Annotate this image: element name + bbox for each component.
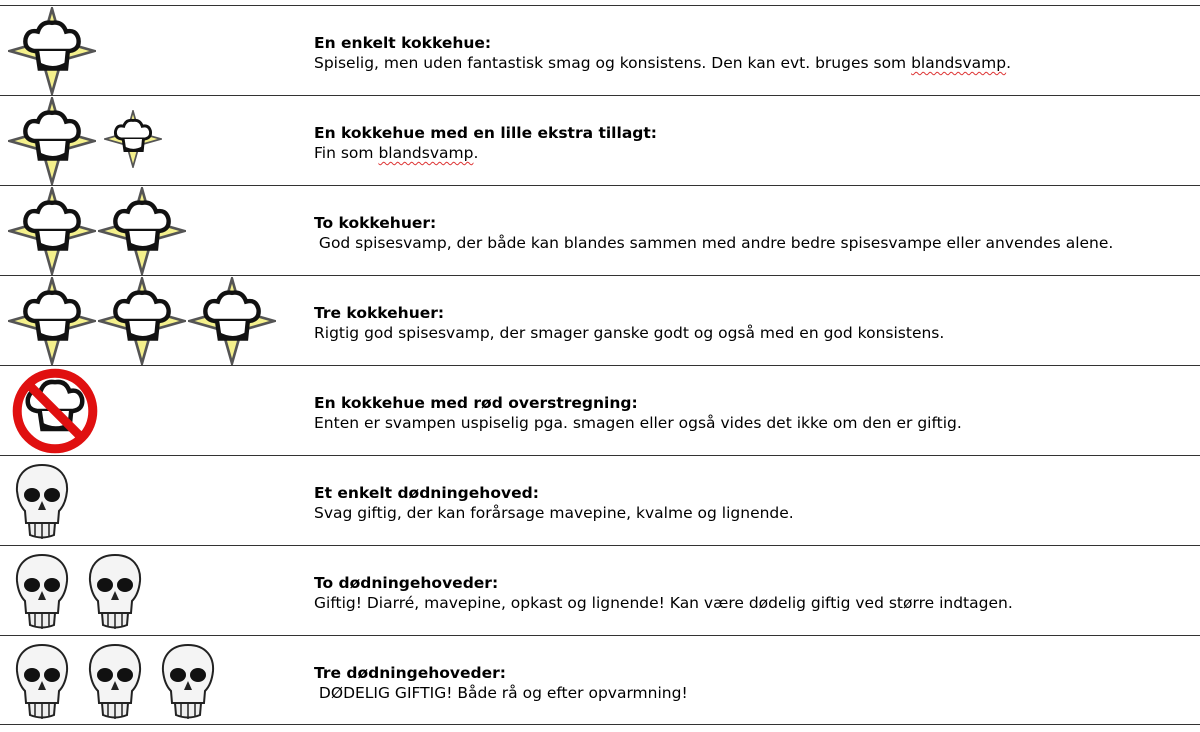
description-text: Fin som bbox=[314, 144, 379, 162]
legend-row-three-skulls bbox=[0, 635, 1200, 725]
skull-icon bbox=[12, 641, 72, 721]
text-cell bbox=[314, 123, 1194, 163]
misspelled-word: blandsvamp bbox=[378, 144, 474, 162]
icon-cell bbox=[8, 366, 298, 456]
chef-hat-star-icon bbox=[8, 97, 96, 185]
rating-title: To dødningehoveder: bbox=[314, 574, 499, 592]
text-cell bbox=[314, 213, 1194, 253]
legend-row-three-hats bbox=[0, 275, 1200, 365]
legend-row-two-hats bbox=[0, 185, 1200, 275]
icon-cell bbox=[8, 546, 298, 636]
text-cell bbox=[314, 663, 1194, 703]
rating-title: En kokkehue med en lille ekstra tillagt: bbox=[314, 124, 657, 142]
chef-hat-star-icon bbox=[104, 110, 162, 168]
rating-description: Enten er svampen uspiselig pga. smagen eller også vides det ikke om den er giftig. bbox=[314, 414, 962, 432]
text-cell bbox=[314, 33, 1194, 73]
rating-legend-table bbox=[0, 5, 1200, 725]
description-end: . bbox=[473, 144, 479, 162]
icon-cell bbox=[8, 6, 298, 96]
skull-icon bbox=[158, 641, 218, 721]
icon-cell bbox=[8, 186, 298, 276]
rating-title: En enkelt kokkehue: bbox=[314, 34, 492, 52]
skull-icon bbox=[12, 461, 72, 541]
text-cell bbox=[314, 393, 1194, 433]
chef-hat-star-icon bbox=[98, 277, 186, 365]
text-cell bbox=[314, 573, 1194, 613]
skull-icon bbox=[85, 551, 145, 631]
rating-title: Tre dødningehoveder: bbox=[314, 664, 507, 682]
rating-description bbox=[314, 143, 1194, 163]
chef-hat-star-icon bbox=[188, 277, 276, 365]
legend-row-two-skulls bbox=[0, 545, 1200, 635]
legend-row-one-hat bbox=[0, 5, 1200, 95]
rating-title: Et enkelt dødningehoved: bbox=[314, 484, 539, 502]
rating-description bbox=[314, 53, 1194, 73]
rating-title: Tre kokkehuer: bbox=[314, 304, 445, 322]
rating-description: Rigtig god spisesvamp, der smager ganske godt og også med en god konsistens. bbox=[314, 324, 945, 342]
icon-cell bbox=[8, 276, 298, 366]
text-cell bbox=[314, 483, 1194, 523]
chef-hat-star-icon bbox=[8, 7, 96, 95]
rating-description: Giftig! Diarré, mavepine, opkast og lignende! Kan være dødelig giftig ved større indtagen. bbox=[314, 594, 1013, 612]
legend-row-one-skull bbox=[0, 455, 1200, 545]
skull-icon bbox=[12, 551, 72, 631]
icon-cell bbox=[8, 636, 298, 726]
description-end: . bbox=[1006, 54, 1012, 72]
description-text: Spiselig, men uden fantastisk smag og konsistens. Den kan evt. bruges som bbox=[314, 54, 912, 72]
misspelled-word: blandsvamp bbox=[911, 54, 1007, 72]
rating-title: To kokkehuer: bbox=[314, 214, 437, 232]
crossed-chef-hat-icon bbox=[10, 366, 100, 456]
chef-hat-star-icon bbox=[8, 187, 96, 275]
icon-cell bbox=[8, 456, 298, 546]
rating-description: God spisesvamp, der både kan blandes sammen med andre bedre spisesvampe eller anvendes alene. bbox=[314, 234, 1114, 252]
legend-row-crossed-hat bbox=[0, 365, 1200, 455]
text-cell bbox=[314, 303, 1194, 343]
chef-hat-star-icon bbox=[98, 187, 186, 275]
icon-cell bbox=[8, 96, 298, 186]
rating-description: Svag giftig, der kan forårsage mavepine, kvalme og lignende. bbox=[314, 504, 794, 522]
chef-hat-star-icon bbox=[8, 277, 96, 365]
legend-row-hat-plus-small bbox=[0, 95, 1200, 185]
rating-description: DØDELIG GIFTIG! Både rå og efter opvarmning! bbox=[314, 684, 688, 702]
rating-title: En kokkehue med rød overstregning: bbox=[314, 394, 638, 412]
skull-icon bbox=[85, 641, 145, 721]
